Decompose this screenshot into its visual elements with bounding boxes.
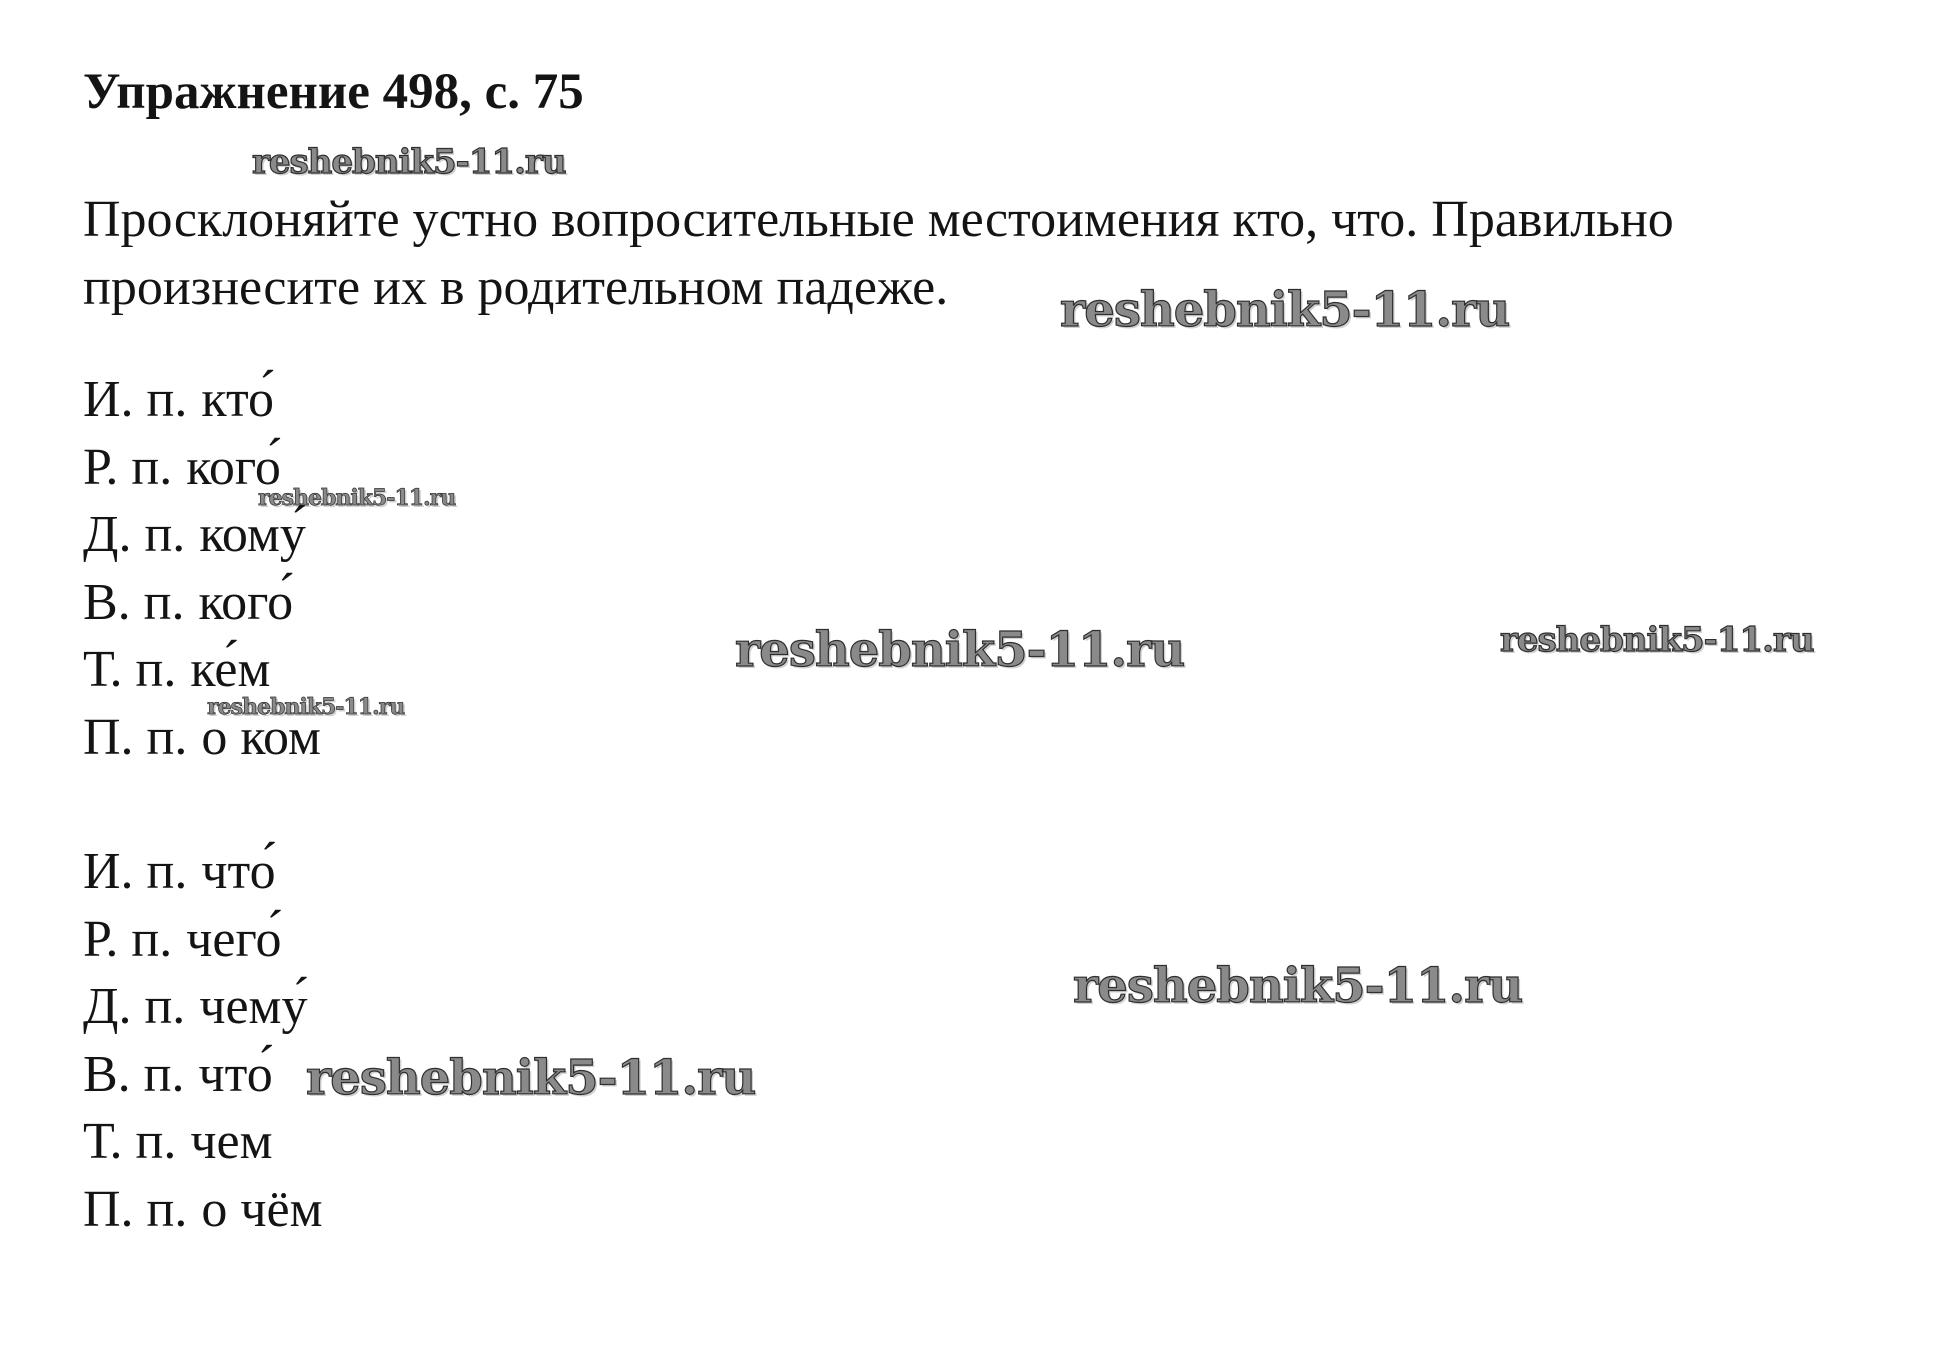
case-label: Т. п. — [83, 1113, 177, 1170]
watermark: reshebnik5-11.ru — [207, 694, 405, 720]
watermark: reshebnik5-11.ru — [1060, 282, 1510, 338]
word-form: чего́ — [186, 910, 282, 968]
word-form: что́ — [201, 843, 276, 900]
case-label: И. п. — [83, 371, 188, 428]
case-label: Р. п. — [83, 910, 173, 968]
word-form: чем — [190, 1113, 273, 1170]
watermark: reshebnik5-11.ru — [252, 142, 566, 182]
declension-row — [83, 1108, 323, 1176]
declension-row — [83, 1041, 323, 1109]
declension-row — [83, 501, 321, 569]
word-form: чему́ — [199, 978, 308, 1035]
word-form: о чём — [201, 1180, 323, 1238]
case-label: Р. п. — [83, 438, 173, 496]
declension-row — [83, 366, 321, 434]
case-label: И. п. — [83, 843, 188, 900]
word-form: кому́ — [199, 506, 306, 563]
watermark: reshebnik5-11.ru — [306, 1050, 756, 1106]
watermark: reshebnik5-11.ru — [1500, 620, 1814, 660]
case-label: П. п. — [83, 708, 188, 766]
case-label: В. п. — [83, 573, 185, 631]
word-form: кто́ — [201, 371, 275, 428]
watermark: reshebnik5-11.ru — [735, 622, 1185, 678]
declension-row — [83, 906, 323, 974]
word-form: ке́м — [190, 641, 271, 698]
declension-chto — [83, 838, 323, 1243]
declension-row — [83, 1176, 323, 1244]
word-form: что́ — [198, 1045, 273, 1103]
exercise-title: Упражнение 498, с. 75 — [83, 64, 584, 120]
case-label: П. п. — [83, 1180, 188, 1238]
declension-row — [83, 838, 323, 906]
case-label: Д. п. — [83, 978, 186, 1035]
watermark: reshebnik5-11.ru — [258, 485, 456, 511]
task-text — [83, 186, 1923, 322]
case-label: Д. п. — [83, 506, 186, 563]
case-label: Т. п. — [83, 641, 177, 698]
task-line-1: Просклоняйте устно вопросительные местоимения кто, что. Правильно — [83, 191, 1674, 248]
case-label: В. п. — [83, 1045, 185, 1103]
task-line-2: произнесите их в родительном падеже. — [83, 259, 949, 316]
declension-row — [83, 973, 323, 1041]
word-form: кого́ — [186, 438, 281, 496]
declension-row — [83, 569, 321, 637]
watermark: reshebnik5-11.ru — [1073, 958, 1523, 1014]
word-form: кого́ — [198, 573, 294, 631]
word-form: о ком — [201, 708, 321, 766]
